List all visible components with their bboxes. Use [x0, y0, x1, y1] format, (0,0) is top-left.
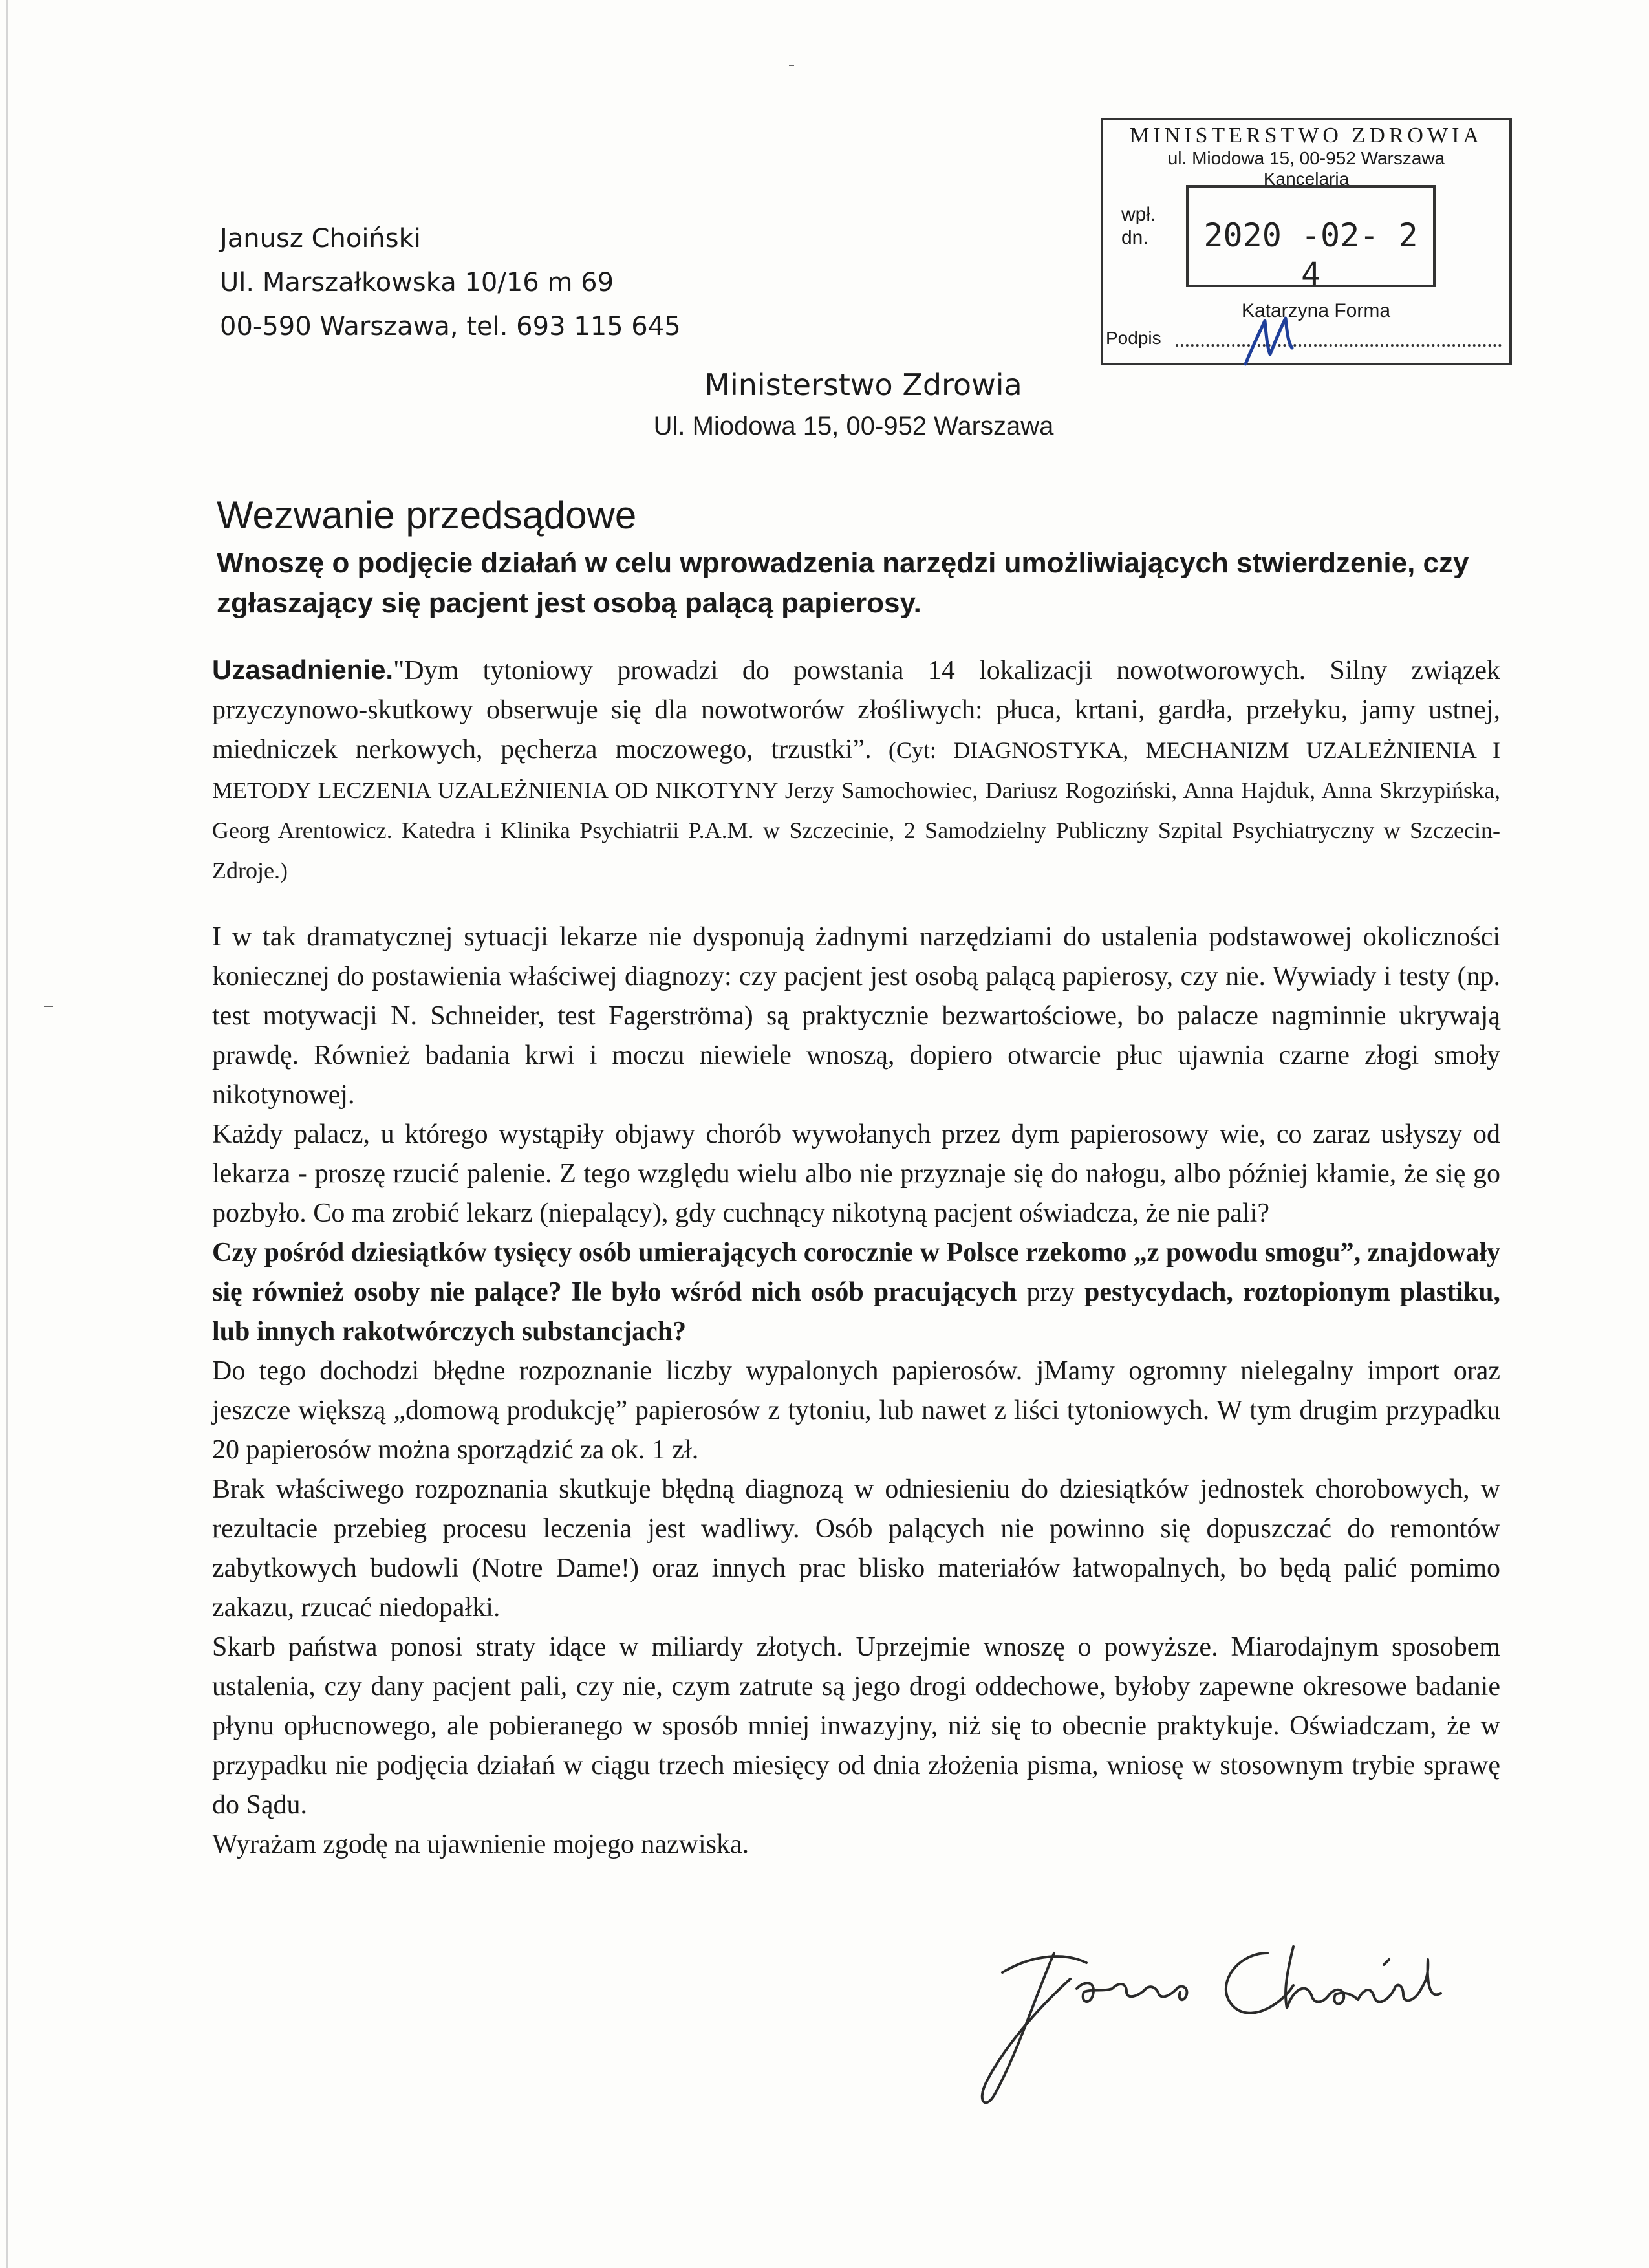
paragraph-2: I w tak dramatycznej sytuacji lekarze nie dysponują żadnymi narzędziami do ustalenia podstawowej okoliczności koniecznej do postawienia właściwej diagnozy: czy pacjent jest osobą palącą papierosy, czy nie. Wywiady i testy (np. test motywacji N. Schneider, test Fagerströma) są praktycznie bezwartościowe, bo palacze nagminnie ukrywają prawdę. Również badania krwi i moczu niewiele wnoszą, dopiero otwarcie płuc ujawnia czarne złogi smoły nikotynowej. [212, 922, 1500, 1110]
stamp-address: ul. Miodowa 15, 00-952 Warszawa [1167, 148, 1445, 168]
stamp-office: Kancelaria [1263, 169, 1350, 189]
stamp-title: MINISTERSTWO ZDROWIA [1130, 124, 1483, 147]
stamp-signature-label: Podpis [1106, 328, 1161, 348]
paragraph-4-question-end: pestycydach, roztopionym plastiku, lub innych rakotwórczych substancjach? [212, 1277, 1500, 1346]
paragraph-5: Do tego dochodzi błędne rozpoznanie liczby wypalonych papierosów. jMamy ogromny nielegalny import oraz jeszcze większą „domową produkcję” papierosów z tytoniu, lub nawet z liści tytoniowych. W tym drugim przypadku 20 papierosów można sporządzić za ok. 1 zł. [212, 1356, 1500, 1465]
sender-street: Ul. Marszałkowska 10/16 m 69 [220, 268, 614, 297]
sender-block [220, 217, 681, 349]
stamp-date-box [1186, 185, 1436, 293]
paragraph-8: Wyrażam zgodę na ujawnienie mojego nazwiska. [212, 1830, 749, 1859]
sender-city-phone: 00-590 Warszawa, tel. 693 115 645 [220, 312, 681, 341]
justification-citation: (Cyt: DIAGNOSTYKA, MECHANIZM UZALEŻNIENIA I METODY LECZENIA UZALEŻNIENIA OD NIKOTYNY Jerzy Samochowiec, Dariusz Rogoziński, Anna Hajduk, Anna Skrzypińska, Georg Arentowicz. Katedra i Klinika Psychiatrii P.A.M. w Szczecinie, 2 Samodzielny Publiczny Szpital Psychiatryczny w Szczecin-Zdroje.) [212, 737, 1500, 883]
justification-paragraph [212, 650, 1500, 891]
scan-speck [44, 1006, 53, 1007]
document-subject: Wnoszę o podjęcie działań w celu wprowadzenia narzędzi umożliwiających stwierdzenie, czy zgłaszający się pacjent jest osobą palącą papierosy. [217, 547, 1469, 619]
stamp-date: 2020 -02- 2 4 [1203, 217, 1418, 293]
document-title: Wezwanie przedsądowe [217, 493, 637, 537]
paragraph-4-connector: przy [1017, 1277, 1085, 1307]
paragraph-6: Brak właściwego rozpoznania skutkuje błędną diagnozą w odniesieniu do dziesiątków jednostek chorobowych, w rezultacie przebieg procesu leczenia jest wadliwy. Osób palących nie powinno się dopuszczać do remontów zabytkowych budowli (Notre Dame!) oraz innych prac blisko materiałów łatwopalnych, bo będą palić pomimo zakazu, rzucać niedopałki. [212, 1474, 1500, 1623]
recipient-name: Ministerstwo Zdrowia [704, 367, 1022, 402]
paragraph-7: Skarb państwa ponosi straty idące w miliardy złotych. Uprzejmie wnoszę o powyższe. Miarodajnym sposobem ustalenia, czy dany pacjent pali, czy nie, czym zatrute są jego drogi oddechowe, byłoby zapewne okresowe badanie płynu opłucnowego, ale pobieranego w sposób mniej inwazyjny, niż się to obecnie praktykuje. Oświadczam, że w przypadku nie podjęcia działań w ciągu trzech miesięcy od dnia złożenia pisma, wniosę w stosownym trybie sprawę do Sądu. [212, 1632, 1500, 1820]
justification-lead: Uzasadnienie. [212, 654, 394, 685]
recipient-address: Ul. Miodowa 15, 00-952 Warszawa [653, 412, 1054, 440]
stamp-signature-line [1176, 344, 1502, 347]
scan-speck [789, 65, 794, 66]
justification-quote: "Dym tytoniowy prowadzi do powstania 14 lokalizacji nowotworowych. Silny związek przyczynowo-skutkowy obserwuje się dla nowotworów złośliwych: płuca, krtani, gardła, przełyku, jamy ustnej, miedniczek nerkowych, pęcherza moczowego, trzustki”. [212, 656, 1500, 764]
received-stamp [1101, 118, 1512, 365]
stamp-received-label: wpł. dn. [1121, 204, 1156, 248]
paragraph-3: Każdy palacz, u którego wystąpiły objawy chorób wywołanych przez dym papierosowy wie, co zaraz usłyszy od lekarza - proszę rzucić palenie. Z tego względu wielu albo nie przyznaje się do nałogu, albo później kłamie, że się go pozbyło. Co ma zrobić lekarz (niepalący), gdy cuchnący nikotyną pacjent oświadcza, że nie pali? [212, 1119, 1500, 1228]
stamp-signer: Katarzyna Forma [1241, 300, 1391, 321]
scan-edge [0, 0, 8, 2268]
handwritten-signature-icon [957, 1927, 1487, 2121]
paragraph-4 [212, 1233, 1500, 1352]
recipient-block [0, 363, 1649, 446]
paragraph-4-question: Czy pośród dziesiątków tysięcy osób umierających corocznie w Polsce rzekomo „z powodu smogu”, znajdowały się również osoby nie palące? Ile było wśród nich osób pracujących [212, 1238, 1500, 1307]
sender-name: Janusz Choiński [220, 224, 421, 254]
document-body [212, 650, 1500, 1864]
